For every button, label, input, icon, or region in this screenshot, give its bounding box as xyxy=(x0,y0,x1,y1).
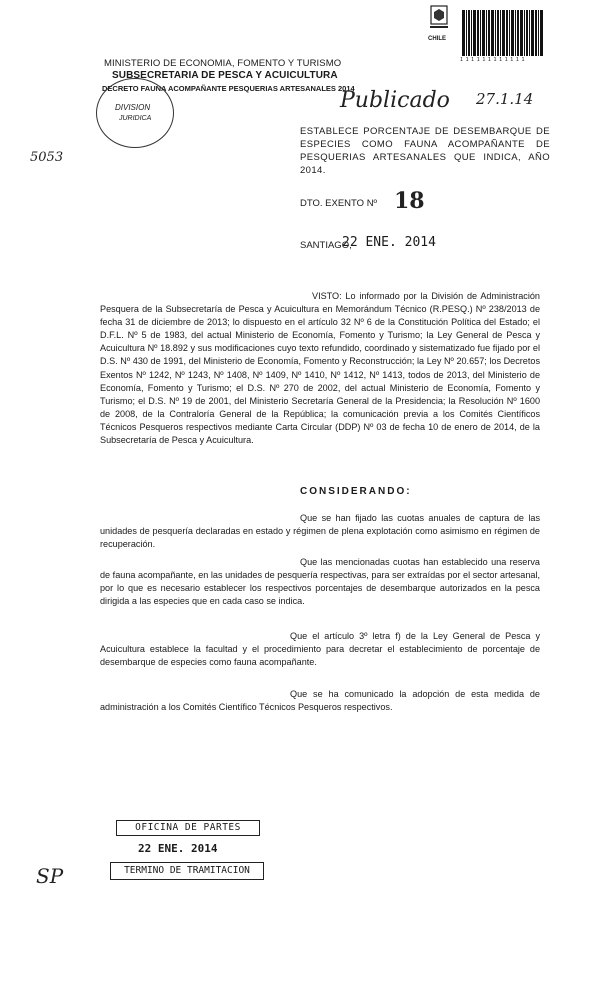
considerando-3 xyxy=(100,630,540,669)
stamp-bottom-box xyxy=(110,862,264,880)
oficina-de-partes-stamp xyxy=(106,820,264,882)
subsecretaria-line: SUBSECRETARIA DE PESCA Y ACUICULTURA xyxy=(112,70,338,81)
handwritten-publicado-date: 27.1.14 xyxy=(476,90,534,108)
considerando-3-lead: Que el artículo 3º letra f) de la Ley General de Pesca y xyxy=(290,631,540,641)
division-juridica-stamp xyxy=(96,78,174,148)
stamp-line-2: JURIDICA xyxy=(119,115,152,122)
handwritten-publicado: Publicado xyxy=(340,88,450,113)
considerando-1-rest: unidades de pesquería declaradas en estado y régimen de plena explotación como asimismo en régimen de recuperación. xyxy=(100,526,540,550)
country-label: CHILE xyxy=(428,36,446,42)
considerando-4 xyxy=(100,688,540,714)
subject-line: DECRETO FAUNA ACOMPAÑANTE PESQUERIAS ARTESANALES 2014 xyxy=(102,84,355,93)
stamp-bottom-text: TERMINO DE TRAMITACION xyxy=(124,865,250,876)
decree-number: 18 xyxy=(394,188,425,214)
considerando-heading: CONSIDERANDO: xyxy=(300,486,412,497)
stamp-line-1: DIVISION xyxy=(115,103,151,112)
stamp-top-box xyxy=(116,820,260,836)
considerando-2-rest: reserva de fauna acompañante, en las unidades de pesquería respectivas, para ser extraídas por el sector artesanal, por lo que es necesario establecer los respectivos porcentajes de desembarque autorizados en la pesca dirigida a las especies que en cada caso se indica. xyxy=(100,557,540,607)
gov-logo xyxy=(428,4,450,36)
stamp-date: 22 ENE. 2014 xyxy=(138,842,218,855)
considerando-1-lead: Que se han fijado las cuotas anuales de captura de las xyxy=(300,513,540,523)
date-stamp: 22 ENE. 2014 xyxy=(342,235,436,250)
considerando-2-lead: Que las mencionadas cuotas han establecido una xyxy=(300,557,507,567)
handwritten-margin-number: 5053 xyxy=(30,150,64,165)
stamp-top-text: OFICINA DE PARTES xyxy=(135,822,241,833)
visto-text: VISTO: Lo informado por la División de Administración Pesquera de la Subsecretaría de Pesca y Acuicultura en Memorándum Técnico (R.PESQ.) Nº 238/2013 de fecha 31 de diciembre de 2013; lo dispuesto en el artículo 32 Nº 6 de la Constitución Política del Estado; el D.F.L. Nº 5 de 1983, del actual Ministerio de Economía, Fomento y Turismo; la Ley General de Pesca y Acuicultura Nº 18.892 y sus modificaciones cuyo texto refundido, coordinado y sistematizado fue fijado por el D.S. Nº 430 de 1991, del Ministerio de Economía, Fomento y Reconstrucción; la Ley Nº 20.657; los Decretos Exentos Nº 1242, Nº 1243, Nº 1408, Nº 1409, Nº 1410, Nº 1412, Nº 1413, todos de 2013, del Ministerio de Economía, Fomento y Turismo; el D.S. Nº 270 de 2002, del actual Ministerio de Economía, Fomento y Turismo; el D.S. Nº 19 de 2001, del Ministerio Secretaría General de la Presidencia; la Resolución Nº 1600 de 2008, de la Contraloría General de la República; la comunicación previa a los Comités Científicos Técnicos Pesqueros respectivos mediante Carta Circular (DDP) Nº 03 de fecha 10 de enero de 2014, de la Subsecretaría de Pesca y Acuicultura. xyxy=(100,291,540,446)
visto-paragraph xyxy=(100,290,540,447)
considerando-4-lead: Que se ha comunicado la adopción de esta medida de xyxy=(290,689,540,699)
barcode xyxy=(462,10,546,56)
decree-title: ESTABLECE PORCENTAJE DE DESEMBARQUE DE ESPECIES COMO FAUNA ACOMPAÑANTE DE PESQUERIAS ARTESANALES QUE INDICA, AÑO 2014. xyxy=(300,126,550,176)
ministry-line: MINISTERIO DE ECONOMIA, FOMENTO Y TURISMO xyxy=(104,58,342,69)
considerando-3-rest: Acuicultura establece la facultad y el procedimiento para decretar el establecimiento de porcentaje de desembarque de especies como fauna acompañante. xyxy=(100,644,540,668)
considerando-1 xyxy=(100,512,540,551)
considerando-4-rest: administración a los Comités Científico Técnicos Pesqueros respectivos. xyxy=(100,702,393,713)
decree-number-label: DTO. EXENTO Nº xyxy=(300,198,378,209)
handwritten-initials: SP xyxy=(36,864,64,888)
considerando-2 xyxy=(100,556,540,608)
place-label: SANTIAGO, xyxy=(300,240,352,251)
barcode-text: 1 1 1 1 1 1 1 1 1 1 1 1 xyxy=(460,57,526,63)
